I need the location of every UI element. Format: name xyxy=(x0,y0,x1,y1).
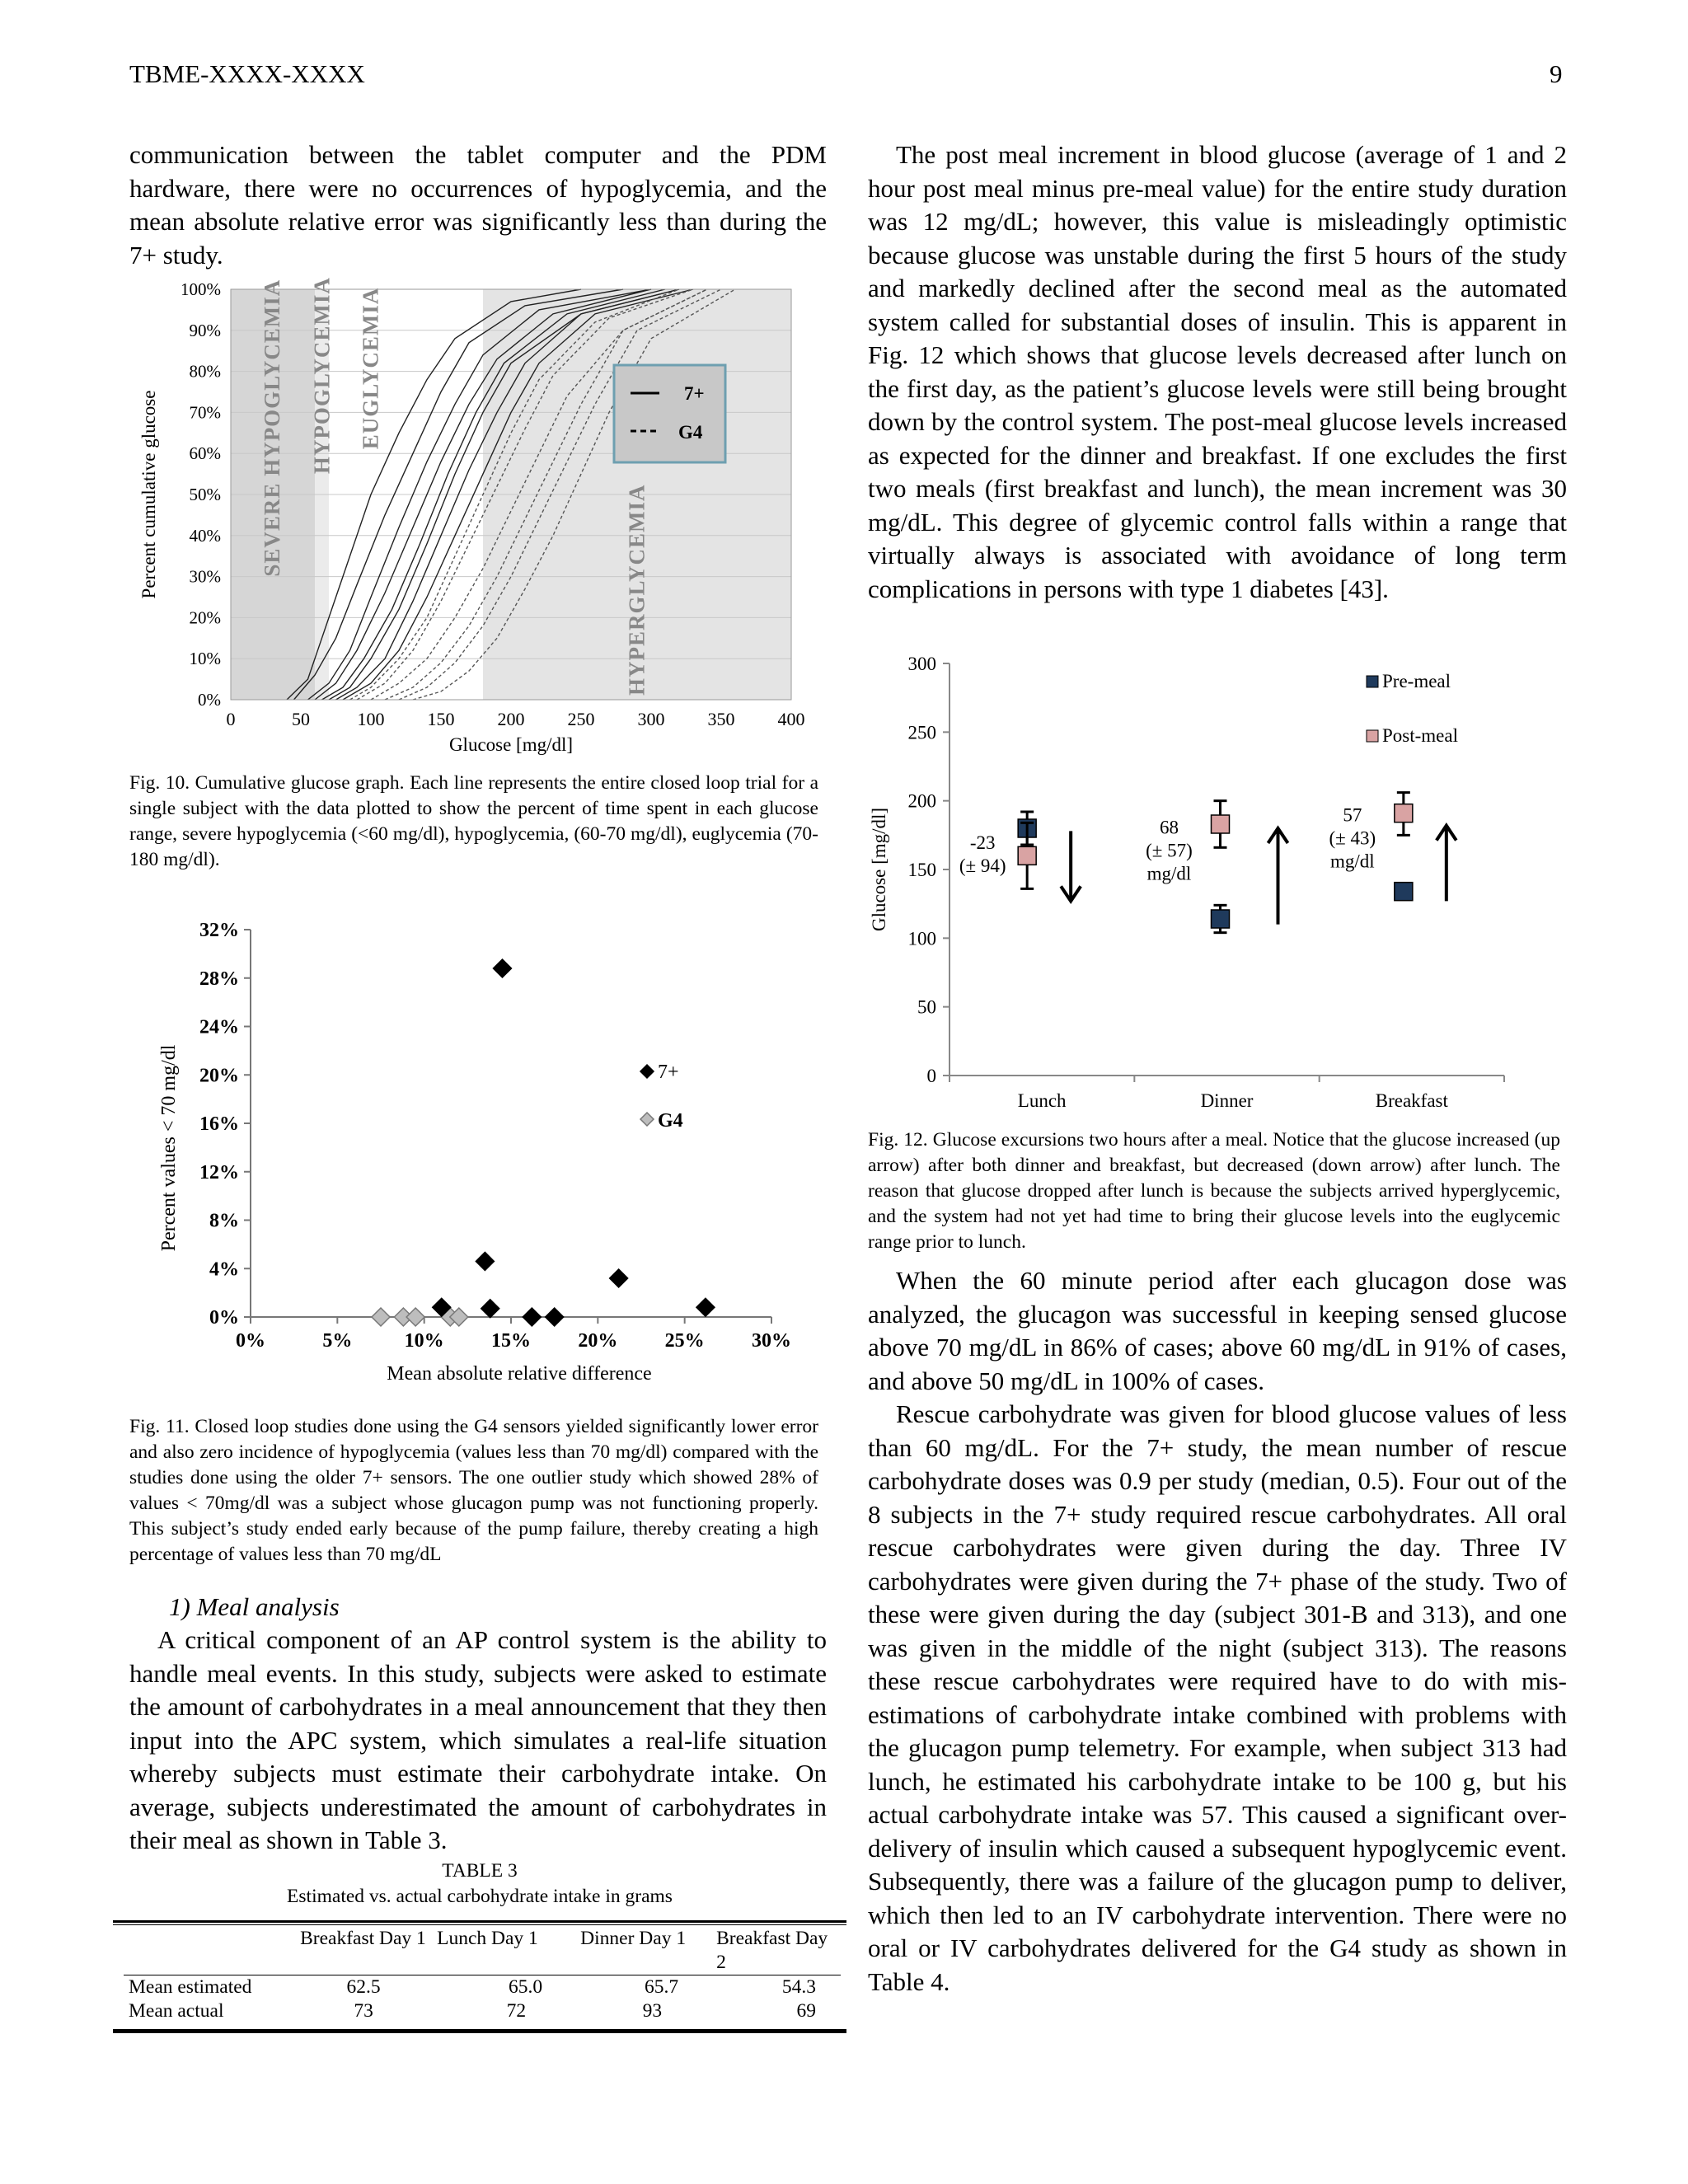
fig10-y-tick-label: 70% xyxy=(189,402,221,423)
table-row xyxy=(124,1975,841,2000)
fig12-y-axis-label: Glucose [mg/dl] xyxy=(869,807,889,932)
fig12-legend-label: Post-meal xyxy=(1382,725,1458,746)
table3-title: Estimated vs. actual carbohydrate intake in grams xyxy=(287,1886,673,1907)
right-paragraph-3: Rescue carbohydrate was given for blood glucose values of less than 60 mg/dL. For the 7+ study, the mean number of rescue carbohydrate doses was 0.9 per study (median, 0.5). Four out of the 8 subjects in the 7+ study required rescue carbohydrates. All oral rescue carbohydrates were given during the day. Three IV carbohydrates were given during the 7+ phase of the study. Two of these were given during the day (subject 301-B and 313), and one was given in the middle of the night (subject 313). The reasons these rescue carbohydrates were required have to do with mis-estimations of carbohydrate intake combined with problems with the glucagon pump telemetry. For example, when subject 313 had lunch, he estimated his carbohydrate intake to be 100 g, but his actual carbohydrate intake was 57. This caused a significant over-delivery of insulin which caused a subsequent hypoglycemic event. Subsequently, there was a failure of the glucagon pump to deliver, which then led to an IV carbohydrate intervention. There were no oral or IV carbohydrates delivered for the G4 study as shown in Table 4. xyxy=(868,1399,1567,1996)
fig12-legend xyxy=(1367,671,1458,746)
fig10-cumulative-glucose-chart xyxy=(132,276,808,762)
fig11-y-tick-label: 0% xyxy=(209,1307,239,1329)
fig12-y-tick-label: 100 xyxy=(907,928,936,949)
table3-cell: 62.5 xyxy=(346,1976,381,1998)
fig11-x-tick-label: 5% xyxy=(322,1330,353,1352)
fig12-y-tick-label: 250 xyxy=(907,722,936,743)
table3-cell: Mean actual xyxy=(129,2000,224,2022)
fig10-y-tick-label: 50% xyxy=(189,485,221,504)
table3-cell: 73 xyxy=(354,2000,373,2022)
fig11-scatter-chart xyxy=(148,907,808,1401)
fig10-y-tick-label: 20% xyxy=(189,607,221,628)
fig12-annotation-text: 57 xyxy=(1343,804,1362,826)
fig12-category-label: Lunch xyxy=(1017,1090,1067,1111)
fig11-y-tick-label: 4% xyxy=(209,1258,239,1281)
fig11-x-tick-label: 0% xyxy=(236,1330,265,1352)
table3-header-cell xyxy=(124,1927,295,1975)
fig10-y-tick-label: 40% xyxy=(189,525,221,546)
fig10-y-tick-label: 10% xyxy=(189,649,221,669)
fig10-y-tick-label: 80% xyxy=(189,361,221,382)
fig11-x-tick-label: 15% xyxy=(491,1330,531,1352)
right-paragraphs-2-3 xyxy=(868,1264,1567,1999)
table3-header-cell: Breakfast Day 2 xyxy=(716,1928,828,1973)
fig11-y-axis-label: Percent values < 70 mg/dl xyxy=(158,1044,180,1252)
fig11-point-7plus xyxy=(481,1300,499,1318)
fig11-y-tick-label: 24% xyxy=(199,1016,239,1038)
fig12-annotation-text: (± 43) xyxy=(1329,827,1376,849)
fig10-x-tick-label: 250 xyxy=(567,709,595,729)
fig12-y-tick-label: 150 xyxy=(907,860,936,880)
fig11-y-tick-label: 20% xyxy=(199,1065,239,1087)
fig10-y-axis-label: Percent cumulative glucose xyxy=(138,390,159,599)
table3-label: TABLE 3 xyxy=(442,1860,518,1882)
table3-header-cell: Lunch Day 1 xyxy=(437,1928,538,1949)
fig11-points xyxy=(372,959,715,1326)
fig11-axes xyxy=(158,920,791,1385)
fig11-x-axis-label: Mean absolute relative difference xyxy=(387,1363,652,1385)
table3-heading xyxy=(113,1858,846,1910)
fig11-legend-marker-g4 xyxy=(640,1113,654,1126)
fig11-legend-label: 7+ xyxy=(658,1062,679,1083)
fig12-annotation-text: mg/dl xyxy=(1146,863,1192,884)
fig10-region-label: SEVERE HYPOGLYCEMIA xyxy=(260,279,284,577)
fig10-y-tick-label: 90% xyxy=(189,320,221,340)
fig10-legend-label: G4 xyxy=(678,422,703,443)
fig10-region-label: HYPERGLYCEMIA xyxy=(624,484,649,696)
running-header: TBME-XXXX-XXXX xyxy=(129,59,365,88)
fig10-caption: Fig. 10. Cumulative glucose graph. Each line represents the entire closed loop trial for a single subject with the data plotted to show the percent of time spent in each glucose range, severe hypoglycemia (<60 mg/dl), hypoglycemia, (60-70 mg/dl), euglycemia (70-180 mg/dl). xyxy=(129,772,818,870)
table3-rule-top xyxy=(113,1920,846,1923)
fig11-point-7plus xyxy=(476,1252,494,1270)
fig11-point-7plus xyxy=(696,1298,715,1316)
fig11-y-tick-label: 8% xyxy=(209,1210,239,1232)
fig10-x-tick-label: 200 xyxy=(497,709,525,729)
fig11-legend-label: G4 xyxy=(658,1110,683,1132)
fig12-category-label: Dinner xyxy=(1200,1090,1254,1111)
table3-cell: 65.7 xyxy=(644,1976,679,1998)
fig11-x-tick-label: 25% xyxy=(664,1330,705,1352)
fig10-region-label: HYPOGLYCEMIA xyxy=(309,277,335,475)
fig12-premeal-marker xyxy=(1395,883,1413,901)
table3-rule-top-thin xyxy=(113,1924,846,1925)
fig10-legend-box xyxy=(614,365,725,462)
table3-header-cell: Dinner Day 1 xyxy=(580,1928,687,1949)
fig11-x-tick-label: 20% xyxy=(578,1330,618,1352)
fig11-caption: Fig. 11. Closed loop studies done using the G4 sensors yielded significantly lower error and also zero incidence of hypoglycemia (values less than 70 mg/dl) compared with the studies done using the older 7+ sensors. The one outlier study which showed 28% of values < 70mg/dl was a subject whose glucagon pump was not functioning properly. This subject’s study ended early because of the pump failure, thereby creating a high percentage of values less than 70 mg/dL xyxy=(129,1416,818,1565)
fig10-x-tick-label: 350 xyxy=(707,709,735,729)
fig10-y-tick-label: 60% xyxy=(189,443,221,464)
fig11-point-7plus xyxy=(493,959,511,977)
subsection-heading: 1) Meal analysis xyxy=(169,1592,340,1621)
fig11-point-7plus xyxy=(546,1308,564,1326)
fig12-y-tick-label: 200 xyxy=(907,790,936,812)
page-number: 9 xyxy=(1550,59,1563,88)
fig11-point-7plus xyxy=(610,1269,628,1287)
fig12-legend-swatch-postmeal xyxy=(1367,730,1378,742)
fig10-x-tick-label: 50 xyxy=(292,709,310,729)
fig10-legend xyxy=(614,365,725,462)
fig11-legend-marker-7plus xyxy=(640,1065,654,1078)
table3-rule-bottom xyxy=(113,2029,846,2033)
fig10-y-tick-label: 0% xyxy=(198,690,221,710)
fig11-y-tick-label: 28% xyxy=(199,968,239,990)
fig11-point-g4 xyxy=(372,1308,390,1326)
fig12-y-tick-label: 300 xyxy=(907,654,936,674)
table3-header-cell: Breakfast Day 1 xyxy=(300,1928,426,1949)
table3-cell: 93 xyxy=(642,2000,663,2022)
fig10-legend-label: 7+ xyxy=(684,383,705,404)
fig10-x-tick-label: 400 xyxy=(777,709,805,729)
fig12-annotation-text: (± 57) xyxy=(1146,840,1193,861)
right-paragraph-2: When the 60 minute period after each glucagon dose was analyzed, the glucagon was successful in keeping sensed glucose above 70 mg/dL in 86% of cases; above 60 mg/dL in 91% of cases, and above 50 mg/dL in 100% of cases. xyxy=(868,1266,1567,1395)
fig11-y-tick-label: 32% xyxy=(199,920,239,941)
table-row xyxy=(124,1999,841,2023)
right-paragraph-1: The post meal increment in blood glucose (average of 1 and 2 hour post meal minus pre-meal value) for the entire study duration was 12 mg/dL; however, this value is misleadingly optimistic because glucose was unstable during the first 5 hours of the study and markedly declined after the second meal as the automated system called for substantial doses of insulin. This is apparent in Fig. 12 which shows that glucose levels decreased after lunch on the first day, as the patient’s glucose levels were still being brought down by the control system. The post-meal glucose levels increased as expected for the dinner and breakfast. If one excludes the first two meals (first breakfast and lunch), the mean increment was 30 mg/dL. This degree of glycemic control falls within a range that virtually always is associated with avoidance of long term complications in persons with type 1 diabetes [43]. xyxy=(868,140,1567,603)
fig12-premeal-marker xyxy=(1212,910,1230,928)
left-paragraph-2: A critical component of an AP control system is the ability to handle meal events. In this study, subjects were asked to estimate the amount of carbohydrates in a meal announcement that they then input into the APC system, which simulates a real-life situation whereby subjects must estimate their carbohydrate intake. On average, subjects underestimated the amount of carbohydrates in their meal as shown in Table 3. xyxy=(129,1625,827,1854)
table3-header-row xyxy=(124,1927,841,1975)
fig12-y-tick-label: 0 xyxy=(926,1066,936,1086)
fig12-y-tick-label: 50 xyxy=(917,996,936,1018)
table3-cell: 54.3 xyxy=(781,1976,816,1998)
fig11-x-tick-label: 10% xyxy=(404,1330,444,1352)
fig10-region-label: EUGLYCEMIA xyxy=(358,287,383,450)
fig11-y-tick-label: 16% xyxy=(199,1113,239,1135)
fig10-x-tick-label: 150 xyxy=(427,709,455,729)
fig12-postmeal-marker xyxy=(1018,846,1036,865)
left-paragraph-1: communication between the tablet computer and the PDM hardware, there were no occurrences of hypoglycemia, and the mean absolute relative error was significantly less than during the 7+ study. xyxy=(129,140,827,269)
table3-cell: 65.0 xyxy=(509,1976,543,1998)
fig11-legend xyxy=(658,1062,683,1132)
fig11-point-g4 xyxy=(406,1308,424,1326)
fig11-point-7plus xyxy=(523,1308,541,1326)
fig12-annotation-text: (± 94) xyxy=(959,855,1006,876)
fig10-y-tick-label: 100% xyxy=(181,279,221,299)
fig10-x-tick-label: 300 xyxy=(637,709,665,729)
fig10-x-tick-label: 100 xyxy=(357,709,385,729)
fig12-caption: Fig. 12. Glucose excursions two hours after a meal. Notice that the glucose increased (up arrow) after both dinner and breakfast, but decreased (down arrow) after lunch. The reason that glucose dropped after lunch is because the subjects arrived hyperglycemic, and the system had not yet had time to bring their glucose levels into the euglycemic range prior to lunch. xyxy=(868,1129,1560,1253)
fig12-category-label: Breakfast xyxy=(1375,1090,1448,1111)
fig12-glucose-excursion-chart xyxy=(865,651,1558,1129)
fig12-postmeal-marker xyxy=(1212,815,1230,833)
fig11-x-tick-label: 30% xyxy=(752,1330,791,1352)
fig12-annotation-text: mg/dl xyxy=(1329,851,1375,872)
fig10-x-tick-label: 0 xyxy=(226,709,236,729)
table3-cell: 69 xyxy=(796,2000,816,2022)
fig12-postmeal-marker xyxy=(1395,804,1413,823)
fig11-y-tick-label: 12% xyxy=(199,1161,239,1183)
fig12-legend-swatch-premeal xyxy=(1367,676,1378,687)
fig12-annotation-text: -23 xyxy=(969,832,996,853)
fig10-x-axis-label: Glucose [mg/dl] xyxy=(448,734,574,755)
fig12-annotation-text: 68 xyxy=(1160,817,1179,838)
fig10-y-tick-label: 30% xyxy=(189,566,221,587)
table3-cell: 72 xyxy=(506,2000,527,2022)
table3-cell: Mean estimated xyxy=(129,1976,252,1998)
table3 xyxy=(124,1927,841,2023)
fig12-legend-label: Pre-meal xyxy=(1382,671,1451,691)
